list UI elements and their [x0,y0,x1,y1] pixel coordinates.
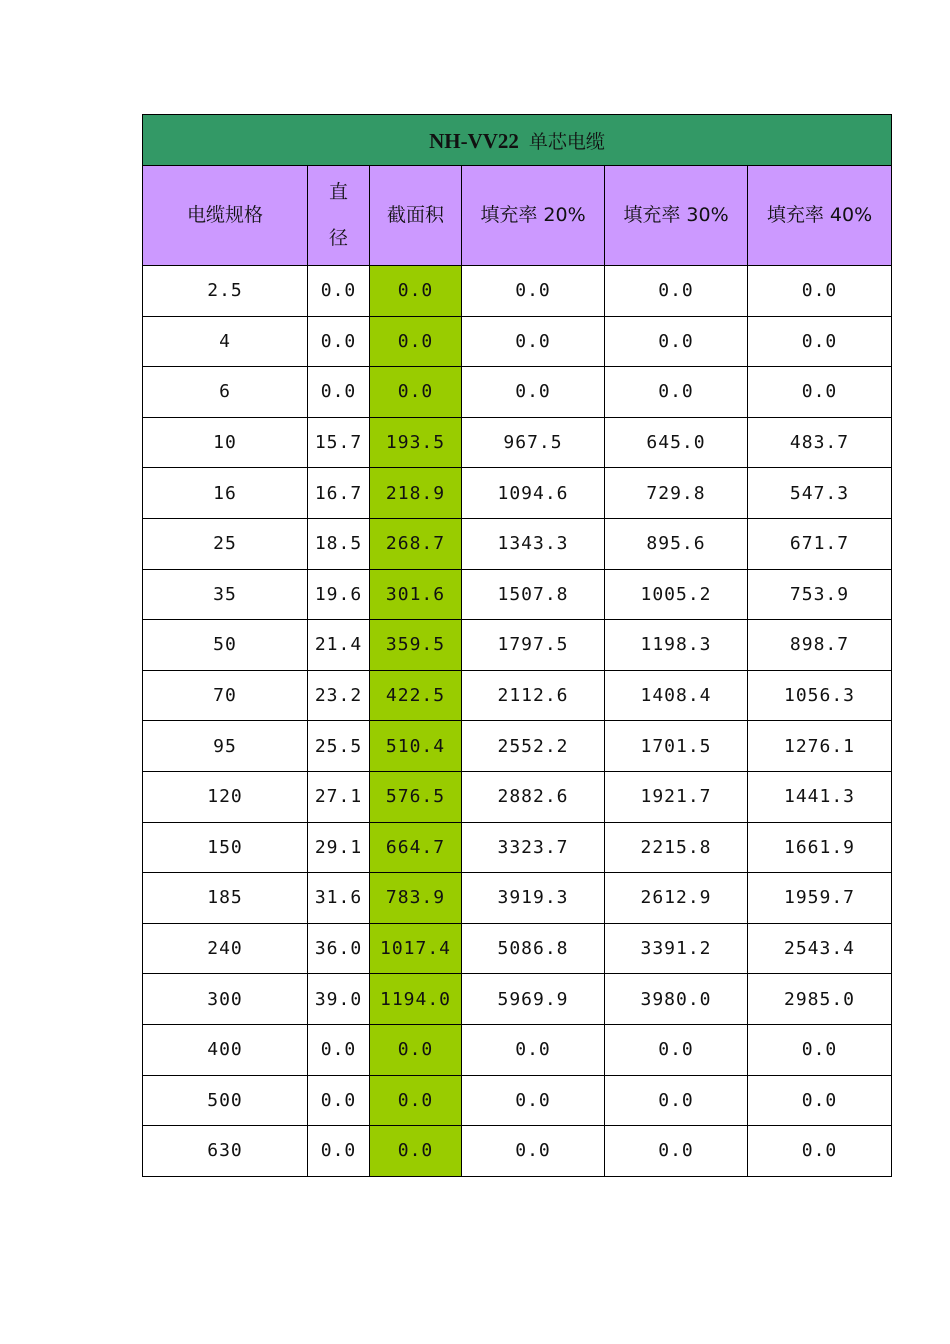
table-row [143,266,892,317]
cell-diameter: 25.5 [308,721,370,772]
cell-diameter: 39.0 [308,974,370,1025]
cell-fill-40: 0.0 [748,367,892,418]
cell-diameter: 19.6 [308,569,370,620]
table-row [143,1024,892,1075]
cell-fill-40: 2543.4 [748,923,892,974]
cell-fill-20: 0.0 [462,266,605,317]
cell-diameter: 0.0 [308,1075,370,1126]
cell-area: 0.0 [370,1024,462,1075]
cell-fill-30: 1408.4 [605,670,748,721]
cell-diameter: 21.4 [308,620,370,671]
cell-fill-40: 0.0 [748,1024,892,1075]
cell-fill-30: 2612.9 [605,873,748,924]
cell-fill-20: 2112.6 [462,670,605,721]
cell-fill-40: 1661.9 [748,822,892,873]
cell-area: 0.0 [370,1075,462,1126]
cell-fill-30: 2215.8 [605,822,748,873]
cell-fill-40: 0.0 [748,1075,892,1126]
cell-fill-40: 0.0 [748,316,892,367]
cell-spec: 630 [143,1126,308,1177]
cell-fill-20: 0.0 [462,1075,605,1126]
cell-fill-30: 3980.0 [605,974,748,1025]
cell-area: 0.0 [370,266,462,317]
cell-diameter: 29.1 [308,822,370,873]
cell-area: 664.7 [370,822,462,873]
cell-spec: 95 [143,721,308,772]
cell-fill-40: 0.0 [748,266,892,317]
table-header-row [143,166,892,266]
cell-spec: 4 [143,316,308,367]
cell-spec: 6 [143,367,308,418]
cell-fill-30: 3391.2 [605,923,748,974]
cable-description: 单芯电缆 [528,130,605,153]
cell-diameter: 0.0 [308,1024,370,1075]
cell-fill-40: 1056.3 [748,670,892,721]
cell-fill-30: 1198.3 [605,620,748,671]
header-fill-30: 填充率 30% [605,166,748,266]
cell-area: 0.0 [370,367,462,418]
cell-diameter: 0.0 [308,316,370,367]
table-row [143,417,892,468]
cell-spec: 70 [143,670,308,721]
cell-fill-20: 3323.7 [462,822,605,873]
cell-spec: 25 [143,518,308,569]
cell-fill-40: 1441.3 [748,771,892,822]
cell-fill-40: 0.0 [748,1126,892,1177]
cell-area: 301.6 [370,569,462,620]
cell-area: 218.9 [370,468,462,519]
cell-diameter: 23.2 [308,670,370,721]
cell-fill-30: 0.0 [605,367,748,418]
table-row [143,468,892,519]
cell-area: 576.5 [370,771,462,822]
cell-spec: 2.5 [143,266,308,317]
cell-area: 1194.0 [370,974,462,1025]
cell-fill-30: 645.0 [605,417,748,468]
cell-spec: 400 [143,1024,308,1075]
cell-fill-40: 483.7 [748,417,892,468]
cell-fill-30: 0.0 [605,266,748,317]
table-row [143,822,892,873]
cell-fill-30: 729.8 [605,468,748,519]
cable-fill-table [142,114,892,1177]
cell-spec: 35 [143,569,308,620]
cell-diameter: 0.0 [308,1126,370,1177]
cell-fill-30: 895.6 [605,518,748,569]
table-title-row [143,115,892,166]
cell-fill-40: 1276.1 [748,721,892,772]
cell-area: 0.0 [370,1126,462,1177]
cell-area: 422.5 [370,670,462,721]
cell-diameter: 27.1 [308,771,370,822]
cell-fill-40: 753.9 [748,569,892,620]
cell-fill-30: 0.0 [605,316,748,367]
cell-fill-30: 0.0 [605,1075,748,1126]
cell-area: 0.0 [370,316,462,367]
cell-diameter: 16.7 [308,468,370,519]
cell-fill-20: 0.0 [462,316,605,367]
table-row [143,620,892,671]
cell-area: 1017.4 [370,923,462,974]
cell-fill-20: 1797.5 [462,620,605,671]
cell-spec: 240 [143,923,308,974]
cell-fill-20: 1094.6 [462,468,605,519]
table-row [143,771,892,822]
table-row [143,518,892,569]
table-row [143,721,892,772]
cell-fill-20: 1507.8 [462,569,605,620]
cell-fill-40: 671.7 [748,518,892,569]
header-diameter: 直 径 [308,166,370,266]
cell-fill-20: 3919.3 [462,873,605,924]
cell-area: 268.7 [370,518,462,569]
table-row [143,1126,892,1177]
table-row [143,569,892,620]
cell-fill-20: 0.0 [462,1126,605,1177]
table-body [143,266,892,1177]
cell-spec: 10 [143,417,308,468]
table-row [143,670,892,721]
cell-fill-20: 2552.2 [462,721,605,772]
cell-spec: 50 [143,620,308,671]
cell-fill-20: 1343.3 [462,518,605,569]
cell-diameter: 18.5 [308,518,370,569]
table-title [143,115,892,166]
cell-fill-20: 5969.9 [462,974,605,1025]
header-area: 截面积 [370,166,462,266]
cable-model: NH-VV22 [429,128,519,153]
cell-fill-30: 0.0 [605,1126,748,1177]
cell-spec: 16 [143,468,308,519]
cell-fill-40: 1959.7 [748,873,892,924]
cell-diameter: 0.0 [308,367,370,418]
cell-area: 510.4 [370,721,462,772]
cell-diameter: 31.6 [308,873,370,924]
cell-fill-40: 547.3 [748,468,892,519]
cell-fill-20: 967.5 [462,417,605,468]
cell-diameter: 0.0 [308,266,370,317]
cell-area: 783.9 [370,873,462,924]
cell-area: 193.5 [370,417,462,468]
header-fill-40: 填充率 40% [748,166,892,266]
cell-spec: 150 [143,822,308,873]
table-row [143,367,892,418]
cell-fill-20: 0.0 [462,1024,605,1075]
cell-diameter: 36.0 [308,923,370,974]
cell-fill-40: 2985.0 [748,974,892,1025]
cell-area: 359.5 [370,620,462,671]
cell-fill-20: 2882.6 [462,771,605,822]
cell-spec: 120 [143,771,308,822]
cell-diameter: 15.7 [308,417,370,468]
table-row [143,873,892,924]
cell-fill-40: 898.7 [748,620,892,671]
cell-fill-30: 1005.2 [605,569,748,620]
cell-spec: 500 [143,1075,308,1126]
header-fill-20: 填充率 20% [462,166,605,266]
table-row [143,974,892,1025]
cell-fill-20: 5086.8 [462,923,605,974]
cell-spec: 300 [143,974,308,1025]
table-row [143,1075,892,1126]
cell-fill-30: 1921.7 [605,771,748,822]
cell-fill-20: 0.0 [462,367,605,418]
cell-spec: 185 [143,873,308,924]
cell-fill-30: 0.0 [605,1024,748,1075]
cell-fill-30: 1701.5 [605,721,748,772]
table-row [143,316,892,367]
header-spec: 电缆规格 [143,166,308,266]
table-row [143,923,892,974]
